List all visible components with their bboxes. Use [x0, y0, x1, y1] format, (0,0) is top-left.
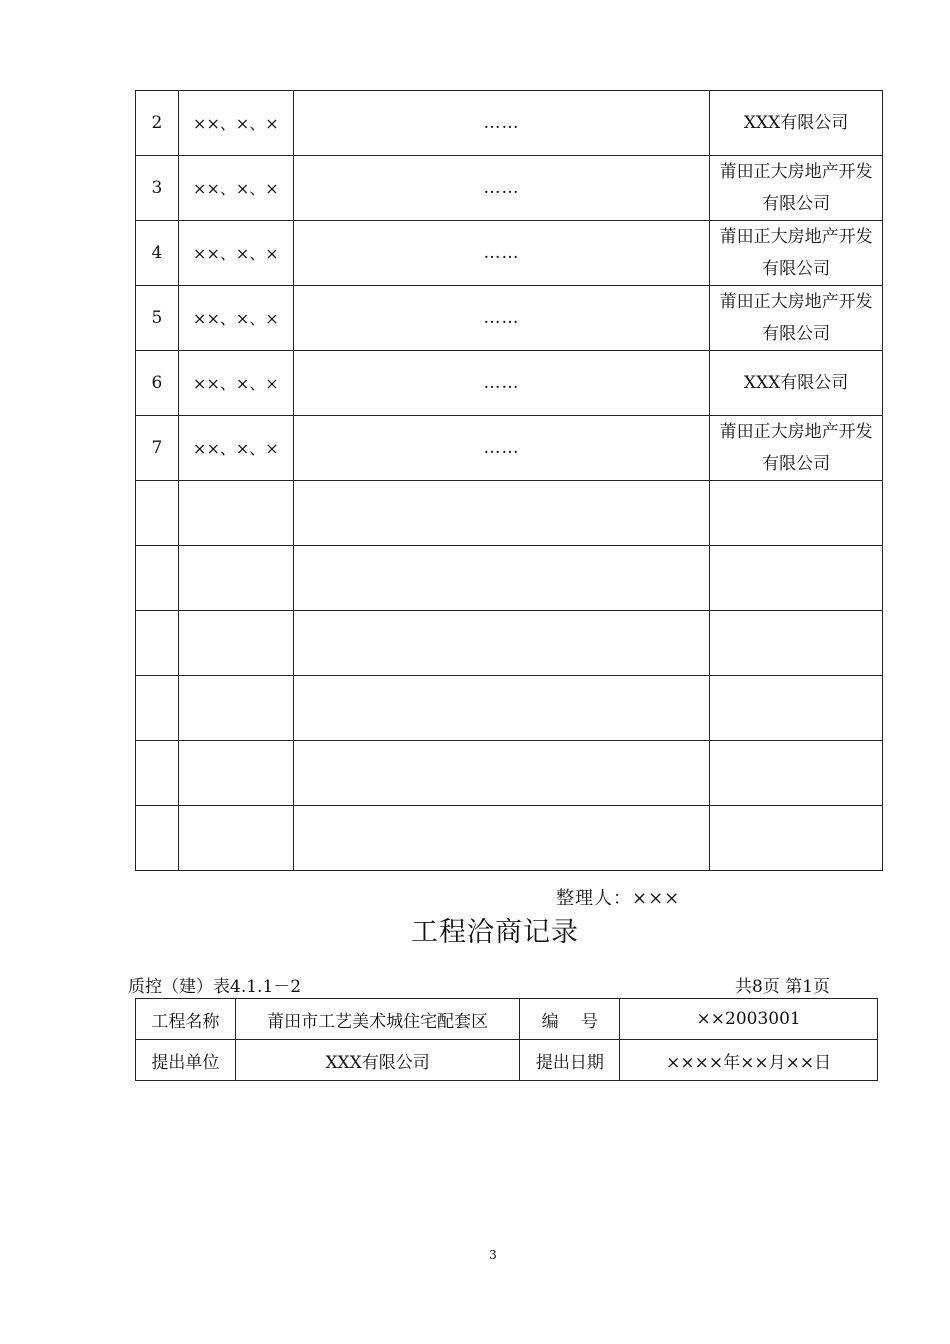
row-number-cell: 6	[136, 351, 179, 416]
number-value: ××2003001	[620, 999, 878, 1040]
part-cell	[178, 611, 293, 676]
content-cell	[293, 676, 709, 741]
row-number-cell: 3	[136, 156, 179, 221]
unit-cell-text: 莆田正大房地产开发有限公司	[719, 227, 873, 279]
row-number-cell	[136, 611, 179, 676]
table-row	[136, 546, 883, 611]
table-row	[136, 611, 883, 676]
content-cell-text: ……	[483, 178, 520, 198]
project-info-table	[135, 998, 878, 1081]
submit-date-value: ××××年××月××日	[620, 1040, 878, 1081]
table-row	[136, 91, 883, 156]
part-cell	[178, 546, 293, 611]
unit-cell-text: 莆田正大房地产开发有限公司	[719, 292, 873, 344]
content-cell-text: ……	[483, 438, 520, 458]
table-row	[136, 416, 883, 481]
content-cell	[293, 481, 709, 546]
unit-cell-text: 莆田正大房地产开发有限公司	[719, 422, 873, 474]
project-name-label: 工程名称	[136, 999, 236, 1040]
part-cell	[178, 286, 293, 351]
unit-cell	[710, 546, 883, 611]
table-row	[136, 286, 883, 351]
submit-unit-value: XXX有限公司	[235, 1040, 520, 1081]
row-number-cell: 4	[136, 221, 179, 286]
content-cell	[293, 806, 709, 871]
content-cell	[293, 611, 709, 676]
table-row	[136, 676, 883, 741]
row-number-cell	[136, 546, 179, 611]
content-cell	[293, 286, 709, 351]
unit-cell	[710, 481, 883, 546]
content-cell	[293, 91, 709, 156]
table-row	[136, 156, 883, 221]
record-table	[135, 90, 883, 871]
document-title: 工程洽商记录	[411, 917, 579, 948]
content-cell	[293, 741, 709, 806]
page-count: 共8页 第1页	[735, 977, 831, 997]
content-cell-text: ……	[483, 113, 520, 133]
table-row	[136, 351, 883, 416]
organizer-label: 整理人：×××	[556, 888, 681, 909]
part-cell-text: ××、×、×	[193, 438, 279, 458]
content-cell-text: ……	[483, 243, 520, 263]
table-row	[136, 481, 883, 546]
table-row	[136, 806, 883, 871]
form-code: 质控（建）表4.1.1－2	[128, 977, 302, 997]
unit-cell	[710, 741, 883, 806]
unit-cell-text: XXX有限公司	[743, 113, 849, 133]
part-cell-text: ××、×、×	[193, 373, 279, 393]
unit-cell	[710, 91, 883, 156]
content-cell	[293, 221, 709, 286]
content-cell	[293, 416, 709, 481]
unit-cell-text: XXX有限公司	[743, 373, 849, 393]
part-cell-text: ××、×、×	[193, 113, 279, 133]
unit-cell	[710, 676, 883, 741]
unit-cell	[710, 416, 883, 481]
row-number-cell	[136, 741, 179, 806]
part-cell	[178, 806, 293, 871]
row-number-cell: 2	[136, 91, 179, 156]
row-number-cell	[136, 676, 179, 741]
info-row	[136, 1040, 878, 1081]
part-cell	[178, 221, 293, 286]
unit-cell	[710, 156, 883, 221]
table-row	[136, 741, 883, 806]
row-number-cell: 5	[136, 286, 179, 351]
unit-cell	[710, 351, 883, 416]
unit-cell-text: 莆田正大房地产开发有限公司	[719, 162, 873, 214]
content-cell	[293, 546, 709, 611]
submit-unit-label: 提出单位	[136, 1040, 236, 1081]
project-name-value: 莆田市工艺美术城住宅配套区	[235, 999, 520, 1040]
number-label: 编 号	[520, 999, 620, 1040]
part-cell	[178, 481, 293, 546]
unit-cell	[710, 221, 883, 286]
content-cell-text: ……	[483, 373, 520, 393]
unit-cell	[710, 611, 883, 676]
part-cell	[178, 91, 293, 156]
part-cell-text: ××、×、×	[193, 178, 279, 198]
part-cell	[178, 741, 293, 806]
content-cell-text: ……	[483, 308, 520, 328]
content-cell	[293, 156, 709, 221]
submit-date-label: 提出日期	[520, 1040, 620, 1081]
row-number-cell	[136, 481, 179, 546]
part-cell	[178, 156, 293, 221]
part-cell	[178, 351, 293, 416]
part-cell	[178, 416, 293, 481]
unit-cell	[710, 806, 883, 871]
unit-cell	[710, 286, 883, 351]
table-row	[136, 221, 883, 286]
record-table-body	[136, 91, 883, 871]
row-number-cell	[136, 806, 179, 871]
content-cell	[293, 351, 709, 416]
row-number-cell: 7	[136, 416, 179, 481]
page-number: 3	[489, 1248, 497, 1262]
part-cell-text: ××、×、×	[193, 308, 279, 328]
info-row	[136, 999, 878, 1040]
part-cell-text: ××、×、×	[193, 243, 279, 263]
part-cell	[178, 676, 293, 741]
